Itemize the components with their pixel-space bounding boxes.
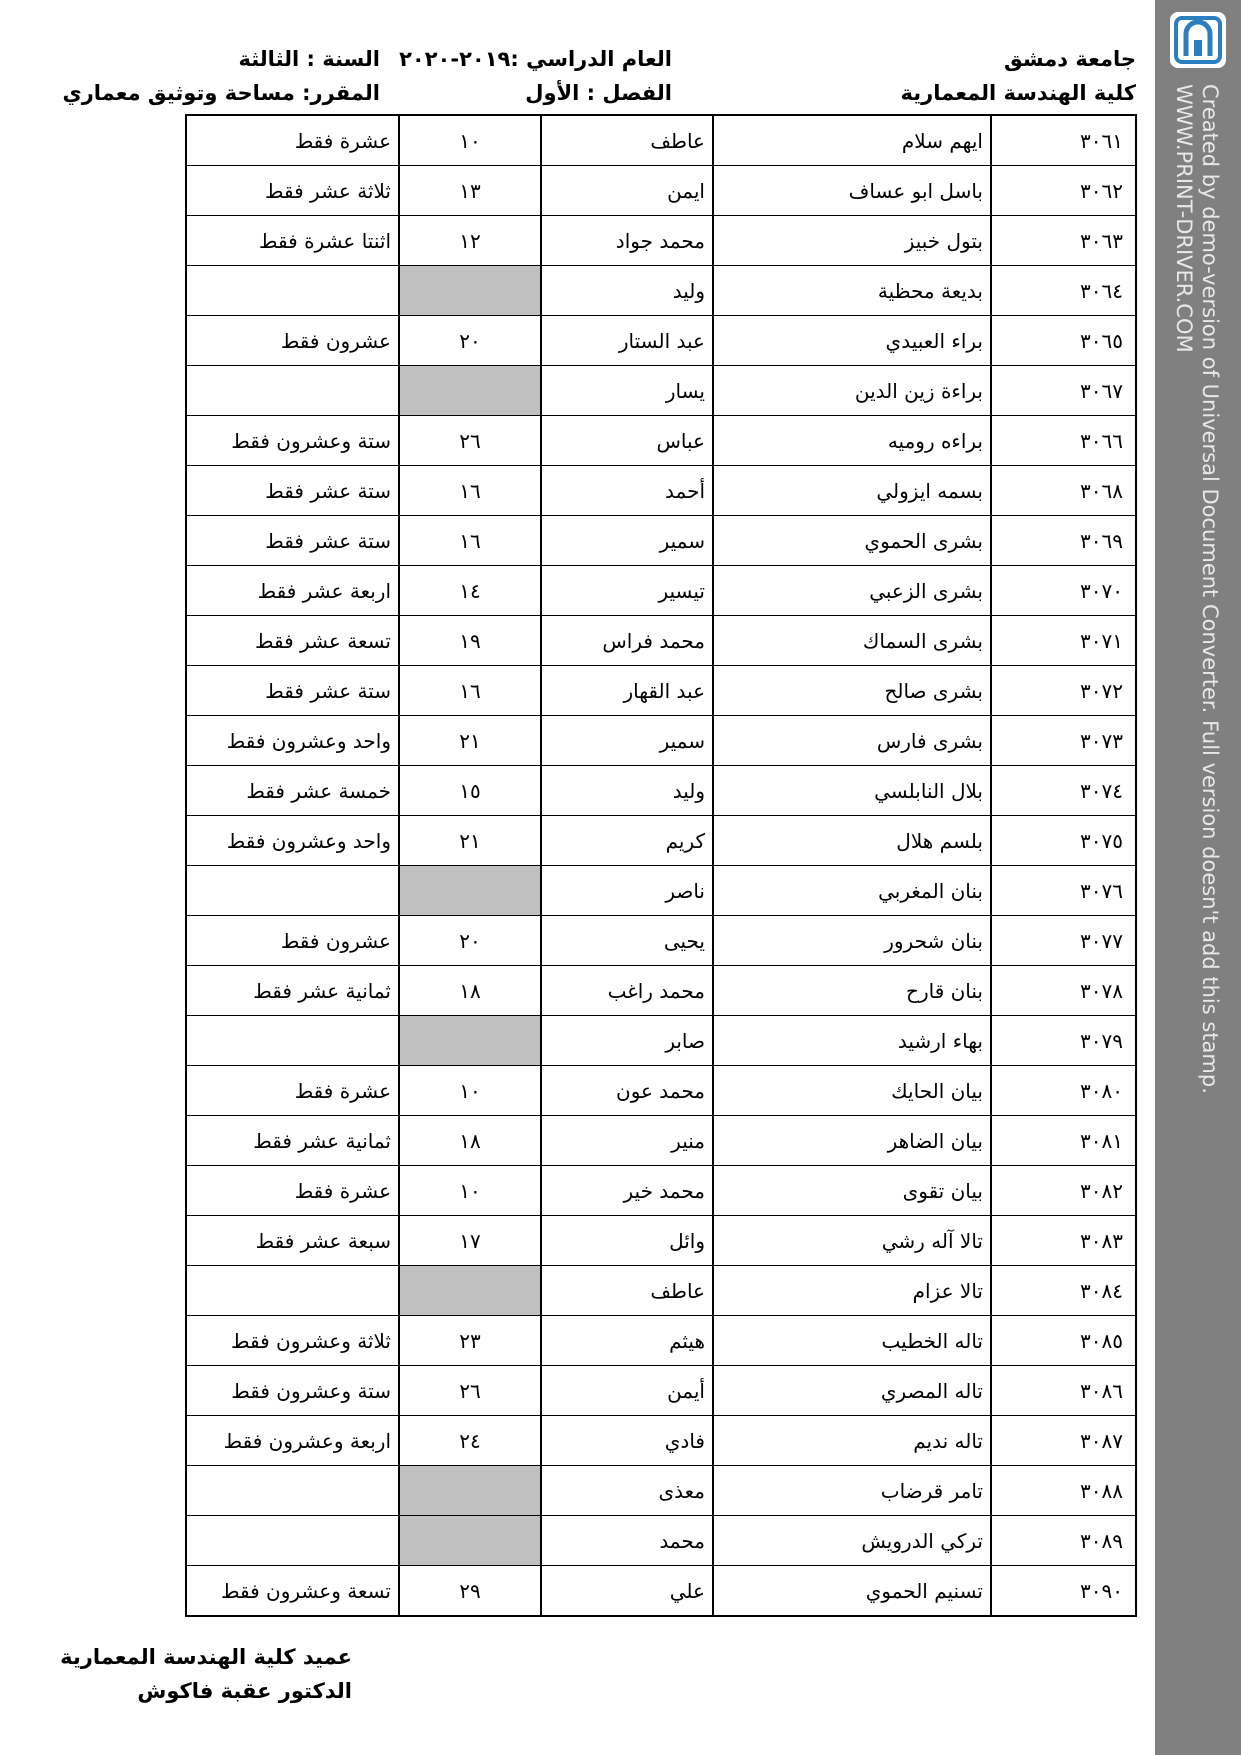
father-name: محمد عون bbox=[541, 1066, 713, 1116]
grade-in-words: عشرة فقط bbox=[186, 1166, 399, 1216]
student-name: تركي الدرويش bbox=[713, 1516, 991, 1566]
father-name: محمد فراس bbox=[541, 616, 713, 666]
table-row bbox=[186, 716, 1136, 766]
print-driver-logo-icon bbox=[1170, 12, 1226, 68]
grade-in-words: ستة عشر فقط bbox=[186, 466, 399, 516]
table-row bbox=[186, 416, 1136, 466]
father-name: عباس bbox=[541, 416, 713, 466]
student-name: تامر قرضاب bbox=[713, 1466, 991, 1516]
dean-title: عميد كلية الهندسة المعمارية bbox=[60, 1645, 352, 1669]
grade-value: ١٠ bbox=[399, 115, 541, 166]
father-name: منير bbox=[541, 1116, 713, 1166]
grades-table-body bbox=[186, 115, 1136, 1616]
student-name: تاله الخطيب bbox=[713, 1316, 991, 1366]
student-name: بهاء ارشيد bbox=[713, 1016, 991, 1066]
grade-in-words: عشرة فقط bbox=[186, 1066, 399, 1116]
student-number: ٣٠٦٥ bbox=[991, 316, 1136, 366]
student-name: تسنيم الحموي bbox=[713, 1566, 991, 1617]
student-number: ٣٠٨٤ bbox=[991, 1266, 1136, 1316]
grade-value: ١٩ bbox=[399, 616, 541, 666]
grade-in-words bbox=[186, 1016, 399, 1066]
student-number: ٣٠٨٦ bbox=[991, 1366, 1136, 1416]
father-name: علي bbox=[541, 1566, 713, 1617]
table-row bbox=[186, 1416, 1136, 1466]
table-row bbox=[186, 366, 1136, 416]
faculty-name: كلية الهندسة المعمارية bbox=[900, 81, 1136, 105]
father-name: عبد القهار bbox=[541, 666, 713, 716]
father-name: يحيى bbox=[541, 916, 713, 966]
student-number: ٣٠٦٢ bbox=[991, 166, 1136, 216]
grade-in-words: عشرون فقط bbox=[186, 916, 399, 966]
student-number: ٣٠٧٧ bbox=[991, 916, 1136, 966]
father-name: أحمد bbox=[541, 466, 713, 516]
course-name: المقرر: مساحة وتوثيق معماري bbox=[62, 81, 380, 105]
grade-in-words: واحد وعشرون فقط bbox=[186, 716, 399, 766]
student-number: ٣٠٨٠ bbox=[991, 1066, 1136, 1116]
grade-value: ٢٩ bbox=[399, 1566, 541, 1617]
student-name: بلال النابلسي bbox=[713, 766, 991, 816]
student-name: بشرى الحموي bbox=[713, 516, 991, 566]
student-name: تاله نديم bbox=[713, 1416, 991, 1466]
grade-value: ٢٠ bbox=[399, 916, 541, 966]
grade-value: ٢٦ bbox=[399, 1366, 541, 1416]
grade-in-words: تسعة وعشرون فقط bbox=[186, 1566, 399, 1617]
table-row bbox=[186, 966, 1136, 1016]
student-number: ٣٠٦٨ bbox=[991, 466, 1136, 516]
grade-in-words: ثمانية عشر فقط bbox=[186, 966, 399, 1016]
table-row bbox=[186, 516, 1136, 566]
grade-in-words: ثلاثة وعشرون فقط bbox=[186, 1316, 399, 1366]
student-number: ٣٠٨٢ bbox=[991, 1166, 1136, 1216]
grade-value bbox=[399, 266, 541, 316]
header-row-1 bbox=[0, 44, 1150, 74]
father-name: عاطف bbox=[541, 115, 713, 166]
student-number: ٣٠٩٠ bbox=[991, 1566, 1136, 1617]
student-name: تالا آله رشي bbox=[713, 1216, 991, 1266]
grade-value: ٢٤ bbox=[399, 1416, 541, 1466]
student-name: بيان تقوى bbox=[713, 1166, 991, 1216]
father-name: وليد bbox=[541, 766, 713, 816]
grade-value: ١٨ bbox=[399, 1116, 541, 1166]
student-number: ٣٠٨٧ bbox=[991, 1416, 1136, 1466]
grade-value bbox=[399, 866, 541, 916]
grade-in-words: خمسة عشر فقط bbox=[186, 766, 399, 816]
student-number: ٣٠٧٨ bbox=[991, 966, 1136, 1016]
grade-in-words bbox=[186, 266, 399, 316]
year-level: السنة : الثالثة bbox=[238, 47, 380, 71]
father-name: صابر bbox=[541, 1016, 713, 1066]
grade-in-words bbox=[186, 1516, 399, 1566]
grade-in-words: سبعة عشر فقط bbox=[186, 1216, 399, 1266]
table-row bbox=[186, 616, 1136, 666]
table-row bbox=[186, 1066, 1136, 1116]
university-name: جامعة دمشق bbox=[1004, 47, 1136, 71]
table-row bbox=[186, 766, 1136, 816]
student-number: ٣٠٧٦ bbox=[991, 866, 1136, 916]
table-row bbox=[186, 316, 1136, 366]
table-row bbox=[186, 566, 1136, 616]
grade-in-words: اربعة وعشرون فقط bbox=[186, 1416, 399, 1466]
student-name: بشرى السماك bbox=[713, 616, 991, 666]
table-row bbox=[186, 1566, 1136, 1617]
student-name: بديعة محظية bbox=[713, 266, 991, 316]
student-number: ٣٠٦٩ bbox=[991, 516, 1136, 566]
grade-in-words: ستة عشر فقط bbox=[186, 666, 399, 716]
grade-in-words bbox=[186, 1266, 399, 1316]
dean-name: الدكتور عقبة فاكوش bbox=[137, 1679, 352, 1703]
table-row bbox=[186, 216, 1136, 266]
student-number: ٣٠٦٤ bbox=[991, 266, 1136, 316]
student-name: ايهم سلام bbox=[713, 115, 991, 166]
student-name: تالا عزام bbox=[713, 1266, 991, 1316]
grade-value bbox=[399, 1266, 541, 1316]
table-row bbox=[186, 1516, 1136, 1566]
grade-in-words: ثمانية عشر فقط bbox=[186, 1116, 399, 1166]
table-row bbox=[186, 916, 1136, 966]
father-name: هيثم bbox=[541, 1316, 713, 1366]
document-header bbox=[0, 44, 1150, 110]
student-name: براءة زين الدين bbox=[713, 366, 991, 416]
grade-value bbox=[399, 1016, 541, 1066]
grade-in-words bbox=[186, 366, 399, 416]
father-name: معذى bbox=[541, 1466, 713, 1516]
father-name: كريم bbox=[541, 816, 713, 866]
student-name: باسل ابو عساف bbox=[713, 166, 991, 216]
student-number: ٣٠٦١ bbox=[991, 115, 1136, 166]
father-name: أيمن bbox=[541, 1366, 713, 1416]
stamp-line-1: Created by demo-version of Universal Document Converter. Full version doesn't add this stamp. bbox=[1198, 84, 1222, 1094]
student-number: ٣٠٦٣ bbox=[991, 216, 1136, 266]
grade-value bbox=[399, 1516, 541, 1566]
grade-value: ١٣ bbox=[399, 166, 541, 216]
student-name: بتول خبيز bbox=[713, 216, 991, 266]
table-row bbox=[186, 1166, 1136, 1216]
grade-value: ٢١ bbox=[399, 816, 541, 866]
grade-in-words: اربعة عشر فقط bbox=[186, 566, 399, 616]
table-row bbox=[186, 866, 1136, 916]
grade-in-words: ستة وعشرون فقط bbox=[186, 416, 399, 466]
grade-value: ٢٠ bbox=[399, 316, 541, 366]
grade-in-words: ثلاثة عشر فقط bbox=[186, 166, 399, 216]
grade-in-words: اثنتا عشرة فقط bbox=[186, 216, 399, 266]
signature-block bbox=[0, 1640, 352, 1708]
grade-in-words bbox=[186, 1466, 399, 1516]
grades-table bbox=[185, 114, 1137, 1617]
table-row bbox=[186, 1116, 1136, 1166]
grade-in-words: ستة عشر فقط bbox=[186, 516, 399, 566]
student-number: ٣٠٧١ bbox=[991, 616, 1136, 666]
grade-value: ٢٣ bbox=[399, 1316, 541, 1366]
grade-value: ١٤ bbox=[399, 566, 541, 616]
grade-value: ١٦ bbox=[399, 466, 541, 516]
father-name: وائل bbox=[541, 1216, 713, 1266]
grade-value: ٢١ bbox=[399, 716, 541, 766]
father-name: ايمن bbox=[541, 166, 713, 216]
student-name: بنان قارح bbox=[713, 966, 991, 1016]
student-number: ٣٠٧٤ bbox=[991, 766, 1136, 816]
table-row bbox=[186, 1316, 1136, 1366]
table-row bbox=[186, 1216, 1136, 1266]
grade-value: ٢٦ bbox=[399, 416, 541, 466]
grade-value: ١٠ bbox=[399, 1066, 541, 1116]
student-number: ٣٠٧٩ bbox=[991, 1016, 1136, 1066]
table-row bbox=[186, 1466, 1136, 1516]
grade-in-words: تسعة عشر فقط bbox=[186, 616, 399, 666]
table-row bbox=[186, 1366, 1136, 1416]
student-name: بشرى صالح bbox=[713, 666, 991, 716]
father-name: محمد جواد bbox=[541, 216, 713, 266]
student-name: بيان الضاهر bbox=[713, 1116, 991, 1166]
student-number: ٣٠٦٦ bbox=[991, 416, 1136, 466]
watermark-stamp-text bbox=[1171, 84, 1223, 1124]
father-name: عاطف bbox=[541, 1266, 713, 1316]
student-name: بشرى فارس bbox=[713, 716, 991, 766]
student-number: ٣٠٧٥ bbox=[991, 816, 1136, 866]
father-name: محمد راغب bbox=[541, 966, 713, 1016]
student-name: بلسم هلال bbox=[713, 816, 991, 866]
header-row-2 bbox=[0, 78, 1150, 108]
grade-value: ١٦ bbox=[399, 666, 541, 716]
student-name: بنان المغربي bbox=[713, 866, 991, 916]
student-number: ٣٠٧٠ bbox=[991, 566, 1136, 616]
grade-value: ١٨ bbox=[399, 966, 541, 1016]
grade-in-words: عشرون فقط bbox=[186, 316, 399, 366]
grade-value: ١٥ bbox=[399, 766, 541, 816]
father-name: تيسير bbox=[541, 566, 713, 616]
student-number: ٣٠٧٣ bbox=[991, 716, 1136, 766]
table-row bbox=[186, 266, 1136, 316]
grade-value: ١٦ bbox=[399, 516, 541, 566]
student-number: ٣٠٨١ bbox=[991, 1116, 1136, 1166]
student-name: بيان الحايك bbox=[713, 1066, 991, 1116]
father-name: يسار bbox=[541, 366, 713, 416]
father-name: سمير bbox=[541, 716, 713, 766]
grade-value bbox=[399, 366, 541, 416]
table-row bbox=[186, 466, 1136, 516]
student-name: براء العبيدي bbox=[713, 316, 991, 366]
father-name: فادي bbox=[541, 1416, 713, 1466]
student-number: ٣٠٨٣ bbox=[991, 1216, 1136, 1266]
grade-in-words: عشرة فقط bbox=[186, 115, 399, 166]
father-name: محمد خير bbox=[541, 1166, 713, 1216]
student-name: بنان شحرور bbox=[713, 916, 991, 966]
student-number: ٣٠٨٨ bbox=[991, 1466, 1136, 1516]
stamp-line-2: WWW.PRINT-DRIVER.COM bbox=[1172, 84, 1196, 353]
table-row bbox=[186, 666, 1136, 716]
grade-value bbox=[399, 1466, 541, 1516]
father-name: سمير bbox=[541, 516, 713, 566]
student-number: ٣٠٧٢ bbox=[991, 666, 1136, 716]
father-name: محمد bbox=[541, 1516, 713, 1566]
father-name: عبد الستار bbox=[541, 316, 713, 366]
student-number: ٣٠٨٥ bbox=[991, 1316, 1136, 1366]
table-row bbox=[186, 1266, 1136, 1316]
academic-year: العام الدراسي :٢٠١٩-٢٠٢٠ bbox=[399, 47, 672, 71]
table-row bbox=[186, 1016, 1136, 1066]
student-name: بسمه ايزولي bbox=[713, 466, 991, 516]
table-row bbox=[186, 816, 1136, 866]
grade-in-words bbox=[186, 866, 399, 916]
grade-value: ١٧ bbox=[399, 1216, 541, 1266]
table-row bbox=[186, 166, 1136, 216]
grade-in-words: واحد وعشرون فقط bbox=[186, 816, 399, 866]
table-row bbox=[186, 115, 1136, 166]
student-name: بشرى الزعبي bbox=[713, 566, 991, 616]
semester: الفصل : الأول bbox=[525, 81, 672, 105]
father-name: وليد bbox=[541, 266, 713, 316]
student-number: ٣٠٨٩ bbox=[991, 1516, 1136, 1566]
grade-value: ١٠ bbox=[399, 1166, 541, 1216]
student-number: ٣٠٦٧ bbox=[991, 366, 1136, 416]
grade-value: ١٢ bbox=[399, 216, 541, 266]
student-name: تاله المصري bbox=[713, 1366, 991, 1416]
father-name: ناصر bbox=[541, 866, 713, 916]
grade-in-words: ستة وعشرون فقط bbox=[186, 1366, 399, 1416]
student-name: براءه روميه bbox=[713, 416, 991, 466]
